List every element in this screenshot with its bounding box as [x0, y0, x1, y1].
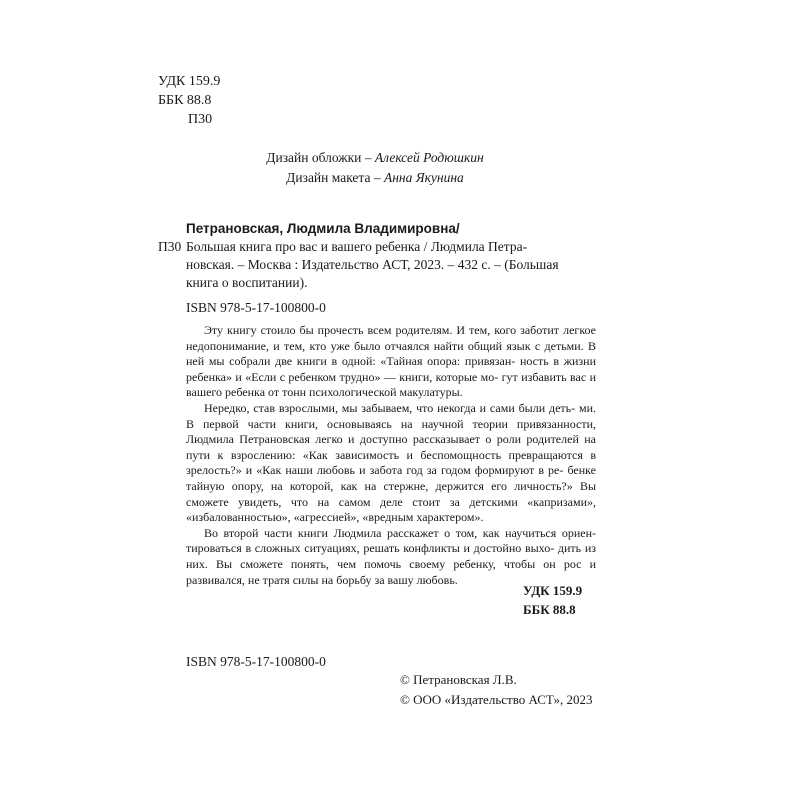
copyright-author: © Петрановская Л.В.: [400, 672, 517, 687]
annotation-line: в зрелость?» и «Как наши любовь и забота год за годом формируют в ре-: [186, 447, 596, 478]
annotation-line: Вы сможете увидеть, что на самом деле стоит за детскими «капризами»,: [186, 478, 597, 509]
cover-designer-name: Алексей Родюшкин: [374, 150, 484, 165]
udk-code-bottom: УДК 159.9: [523, 583, 583, 598]
annotation-line: легкое недопонимание, и тем, кто уже было отчаялся найти общий язык: [186, 323, 597, 353]
annotation-line: на пути к взрослению: «Как зависимость и беспомощность превращаются: [186, 432, 596, 462]
classification-codes: [158, 72, 220, 129]
cover-design-label: Дизайн обложки –: [266, 150, 375, 165]
layout-design-credit: [200, 168, 550, 188]
author-mark: П30: [188, 112, 213, 127]
annotation-paragraph: [186, 401, 596, 526]
annotation-line: гут избавить вас и вашего ребенка от тонн психологической макулатуры.: [186, 369, 596, 400]
annotation-line: ность в жизни ребенка» и «Если с ребенком трудно» — книги, которые мо-: [186, 354, 597, 384]
copyright-publisher: © ООО «Издательство АСТ», 2023: [400, 692, 593, 707]
annotation-line: тироваться в сложных ситуациях, решать конфликты и достойно выхо-: [186, 541, 555, 556]
annotation-line: ми. В первой части книги, основываясь на научной теории привязанности,: [186, 400, 596, 431]
author-mark-inline: П30: [158, 239, 182, 254]
bbk-code: ББК 88.8: [158, 93, 212, 108]
bbk-code-bottom: ББК 88.8: [523, 602, 576, 617]
layout-designer-name: Анна Якунина: [383, 170, 464, 185]
annotation: [186, 323, 596, 588]
cover-design-credit: [200, 148, 550, 168]
bibliographic-line: Большая книга про вас и вашего ребенка / Людмила Петра-: [186, 239, 528, 254]
annotation-line: Во второй части книги Людмила расскажет о том, как научиться ориен-: [204, 525, 596, 540]
annotation-line: с детьми. В ней мы собрали две книги в одной: «Тайная опора: привязан-: [186, 338, 596, 369]
layout-design-label: Дизайн макета –: [286, 170, 384, 185]
annotation-line: Нередко, став взрослыми, мы забываем, что некогда и сами были деть-: [204, 400, 576, 415]
udk-code: УДК 159.9: [158, 74, 221, 89]
bibliographic-line: новская. – Москва : Издательство АСТ, 2023. – 432 с. – (Большая: [186, 257, 559, 272]
annotation-line: Эту книгу стоило бы прочесть всем родителям. И тем, кого заботит: [204, 323, 560, 337]
annotation-line: Людмила Петрановская легко и доступно рассказывает о роли родителей: [186, 432, 579, 447]
design-credits: [200, 148, 550, 188]
bibliographic-record: [186, 238, 596, 292]
annotation-line: бенке тайную опору, на которой, как на стержне, держится его личность?»: [186, 463, 597, 493]
annotation-paragraph: [186, 526, 596, 588]
annotation-paragraph: [186, 323, 596, 401]
bibliographic-line: книга о воспитании).: [186, 275, 308, 290]
classification-codes-bottom: [523, 581, 582, 619]
author-heading: Петрановская, Людмила Владимировна/: [186, 221, 460, 236]
isbn-top: ISBN 978-5-17-100800-0: [186, 300, 326, 315]
copyright-block: [400, 670, 593, 710]
annotation-line: и развивался, не тратя силы на борьбу за вашу любовь.: [186, 556, 596, 587]
annotation-line: «избалованностью», «агрессией», «вредным характером».: [186, 510, 484, 525]
isbn-bottom: ISBN 978-5-17-100800-0: [186, 654, 326, 669]
annotation-line: дить из них. Вы сможете понять, чем помочь своему ребенку, чтобы он рос: [186, 541, 596, 571]
